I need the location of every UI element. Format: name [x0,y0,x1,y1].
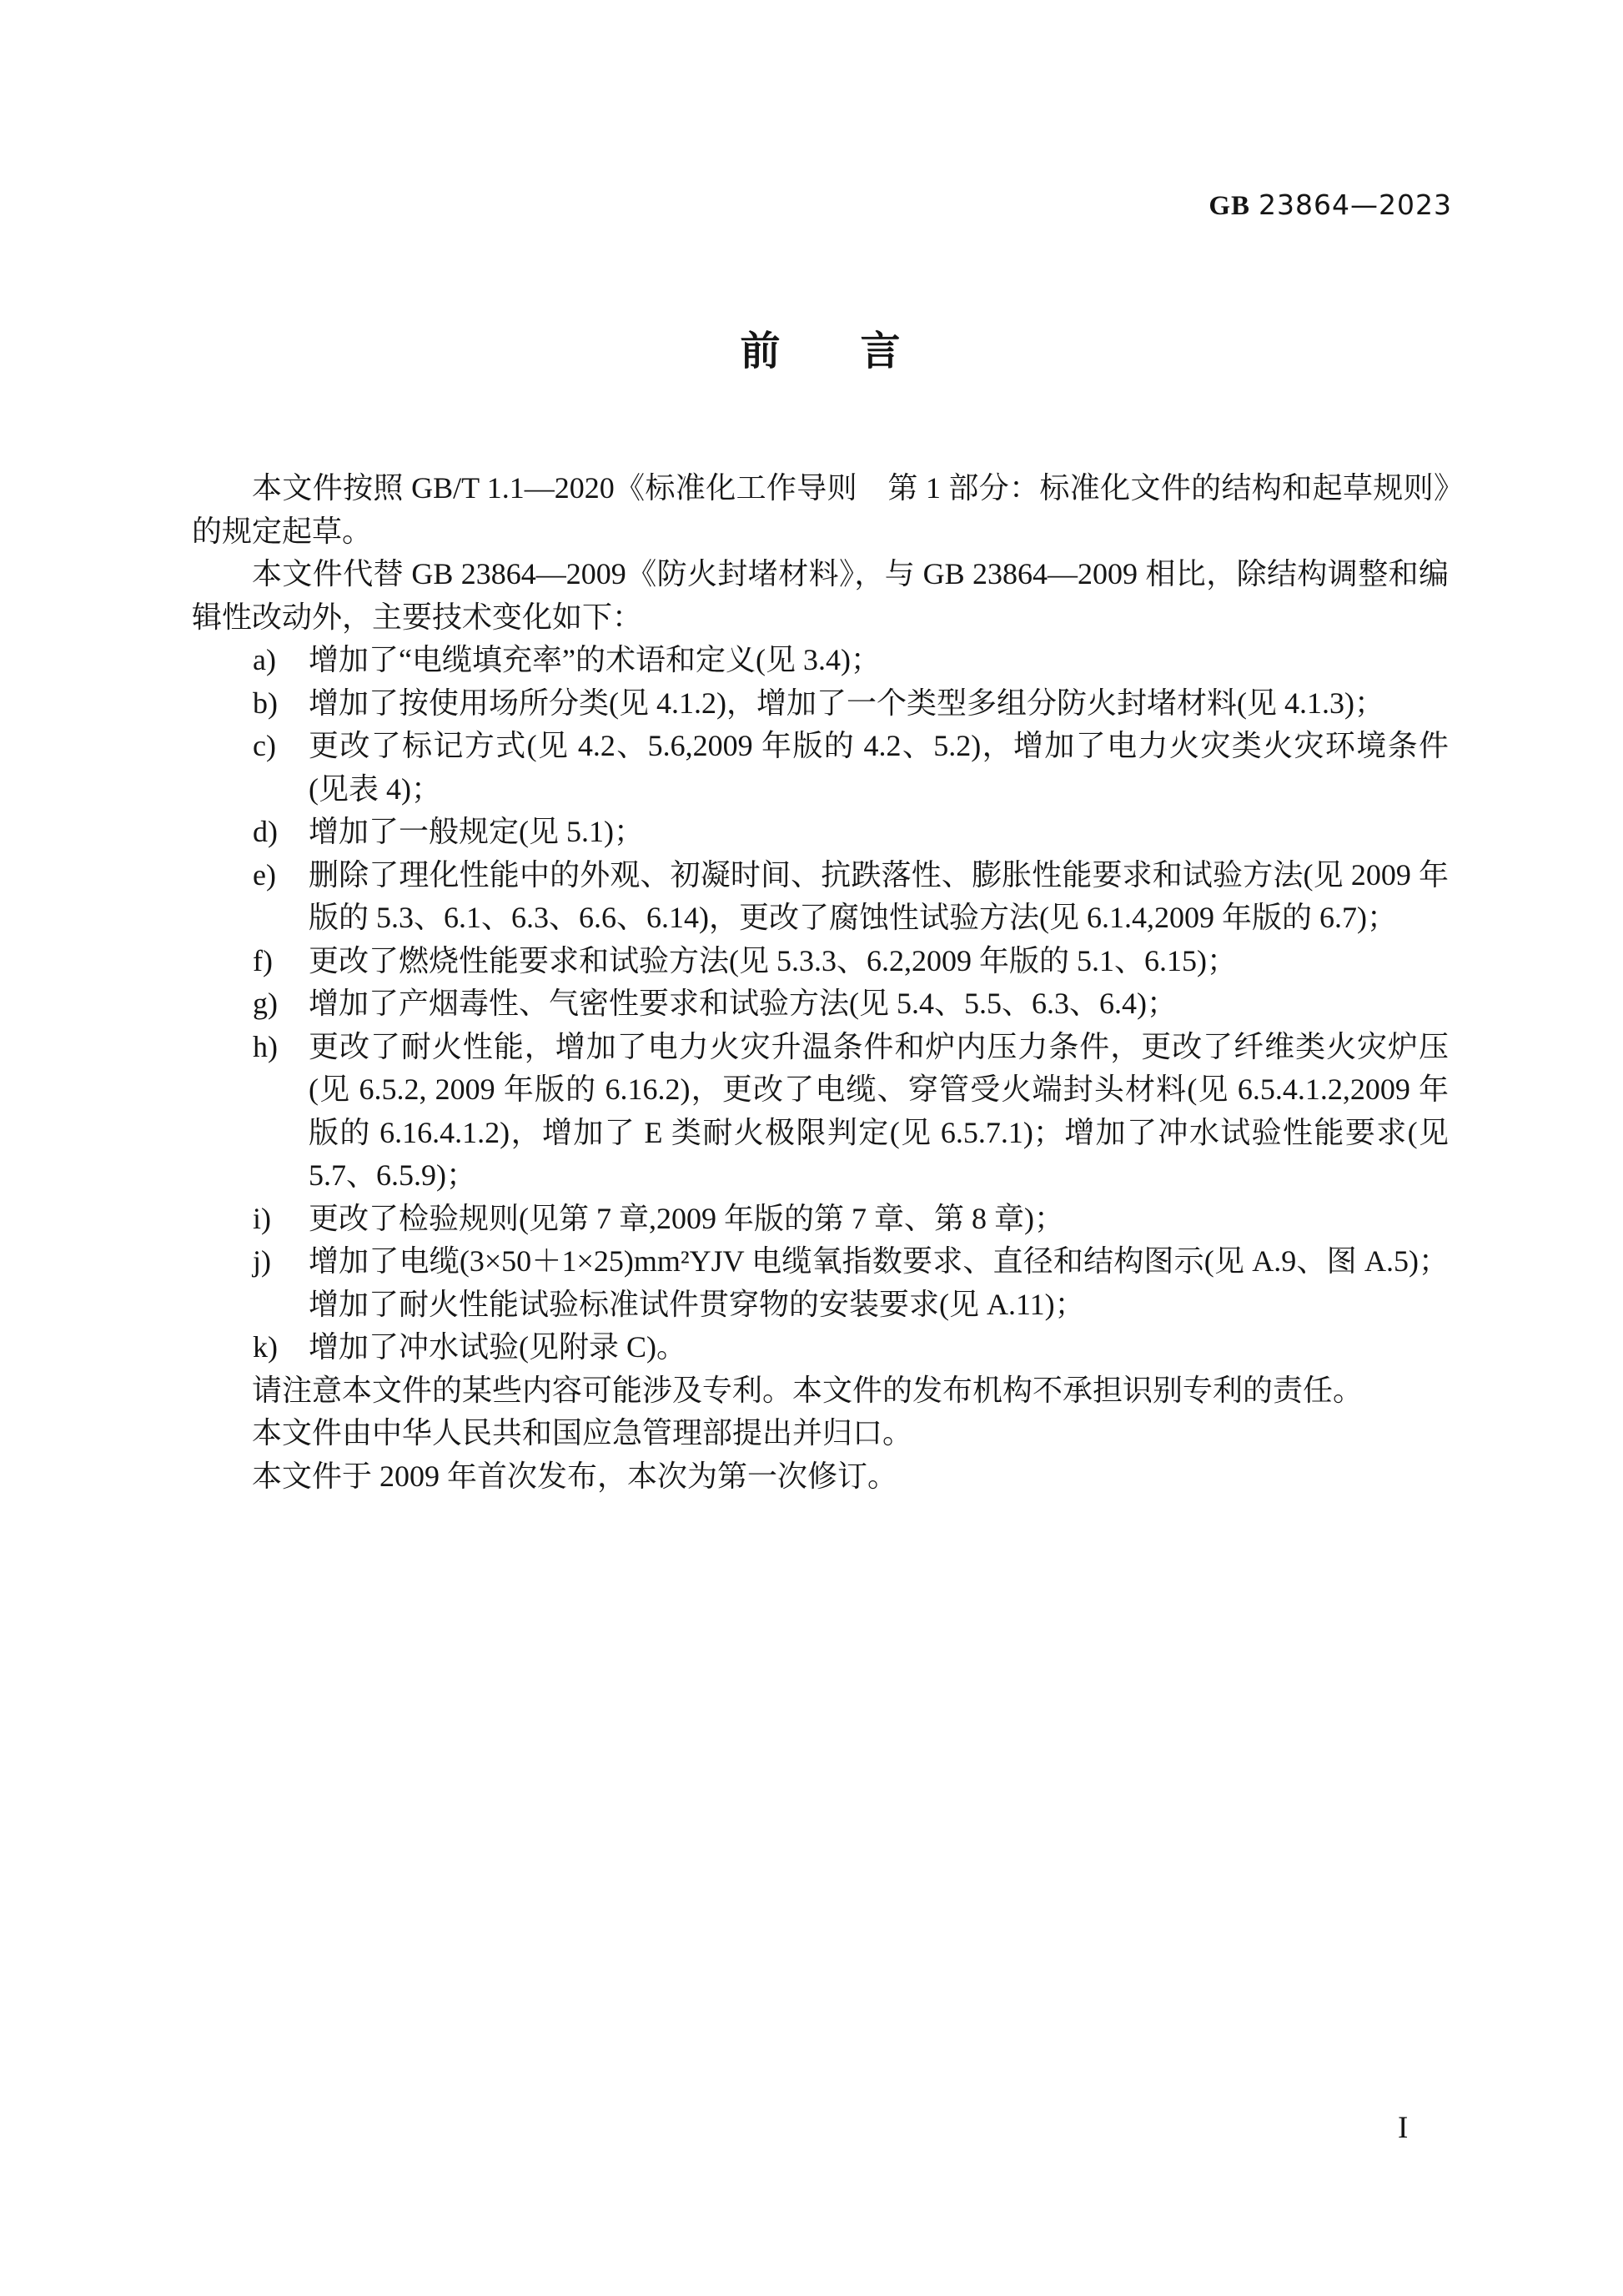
list-item-label: i) [253,1201,271,1235]
list-item-text: 更改了耐火性能，增加了电力火灾升温条件和炉内压力条件，更改了纤维类火灾炉压(见 6.5.2, 2009 年版的 6.16.2)，更改了电缆、穿管受火端封头材料(见 6.5.4.1.2,2009 年版的 6.16.4.1.2)，增加了 E 类耐火极限判定(见 6.5.7.1)；增加了冲水试验性能要求(见 5.7、6.5.9)； [309,1029,1449,1192]
foreword-body [192,467,1449,1498]
list-item-text: 增加了产烟毒性、气密性要求和试验方法(见 5.4、5.5、6.3、6.4)； [309,987,1177,1020]
list-item [253,940,1449,983]
list-item [253,639,1449,682]
list-item-label: g) [253,987,278,1020]
list-item [253,725,1449,811]
standard-code-number: 23864—2023 [1259,188,1452,221]
list-item-text: 增加了冲水试验(见附录 C)。 [309,1330,686,1364]
paragraph-issuing-body: 本文件由中华人民共和国应急管理部提出并归口。 [252,1416,913,1449]
list-item [253,1240,1449,1326]
list-item-text: 删除了理化性能中的外观、初凝时间、抗跌落性、膨胀性能要求和试验方法(见 2009 年版的 5.3、6.1、6.3、6.6、6.14)，更改了腐蚀性试验方法(见 6.1.4,2009 年版的 6.7)； [309,857,1449,934]
list-item-label: c) [253,729,276,762]
list-item-label: j) [253,1244,271,1278]
page-number: I [1398,2111,1409,2145]
list-item [253,1198,1449,1241]
list-item-text: 增加了一般规定(见 5.1)； [309,815,644,848]
list-item-text: 增加了按使用场所分类(见 4.1.2)，增加了一个类型多组分防火封堵材料(见 4.1.3)； [309,686,1384,720]
list-item-label: e) [253,857,276,892]
list-item-label: f) [253,943,273,977]
list-item [253,982,1449,1026]
list-item-text: 更改了检验规则(见第 7 章,2009 年版的第 7 章、第 8 章)； [309,1201,1064,1235]
paragraph-patent-notice: 请注意本文件的某些内容可能涉及专利。本文件的发布机构不承担识别专利的责任。 [252,1373,1364,1407]
paragraph-drafting-rules: 本文件按照 GB/T 1.1—2020《标准化工作导则 第 1 部分：标准化文件的结构和起草规则》的规定起草。 [192,471,1449,548]
list-item-label: b) [253,686,278,720]
list-item-label: h) [253,1029,278,1063]
list-item [253,1326,1449,1369]
list-item-text: 更改了标记方式(见 4.2、5.6,2009 年版的 4.2、5.2)，增加了电力火灾类火灾环境条件(见表 4)； [309,729,1449,806]
list-item [253,1026,1449,1198]
list-item [253,682,1449,726]
list-item [253,854,1449,940]
paragraph-replacement-notice: 本文件代替 GB 23864—2009《防火封堵材料》，与 GB 23864—2009 相比，除结构调整和编辑性改动外，主要技术变化如下： [192,557,1449,634]
standard-code-prefix: GB [1208,191,1251,221]
list-item-text: 增加了“电缆填充率”的术语和定义(见 3.4)； [309,643,881,676]
list-item [253,811,1449,854]
list-item-label: a) [253,643,276,676]
paragraph-revision-history: 本文件于 2009 年首次发布，本次为第一次修订。 [252,1459,898,1493]
list-item-label: d) [253,815,278,848]
page-title: 前 言 [740,329,901,374]
standard-code [1208,190,1452,221]
list-item-text: 更改了燃烧性能要求和试验方法(见 5.3.3、6.2,2009 年版的 5.1、6.15)； [309,943,1237,977]
list-item-label: k) [253,1330,278,1364]
list-item-text: 增加了电缆(3×50＋1×25)mm²YJV 电缆氧指数要求、直径和结构图示(见 A.9、图 A.5)；增加了耐火性能试验标准试件贯穿物的安装要求(见 A.11)； [309,1244,1449,1321]
